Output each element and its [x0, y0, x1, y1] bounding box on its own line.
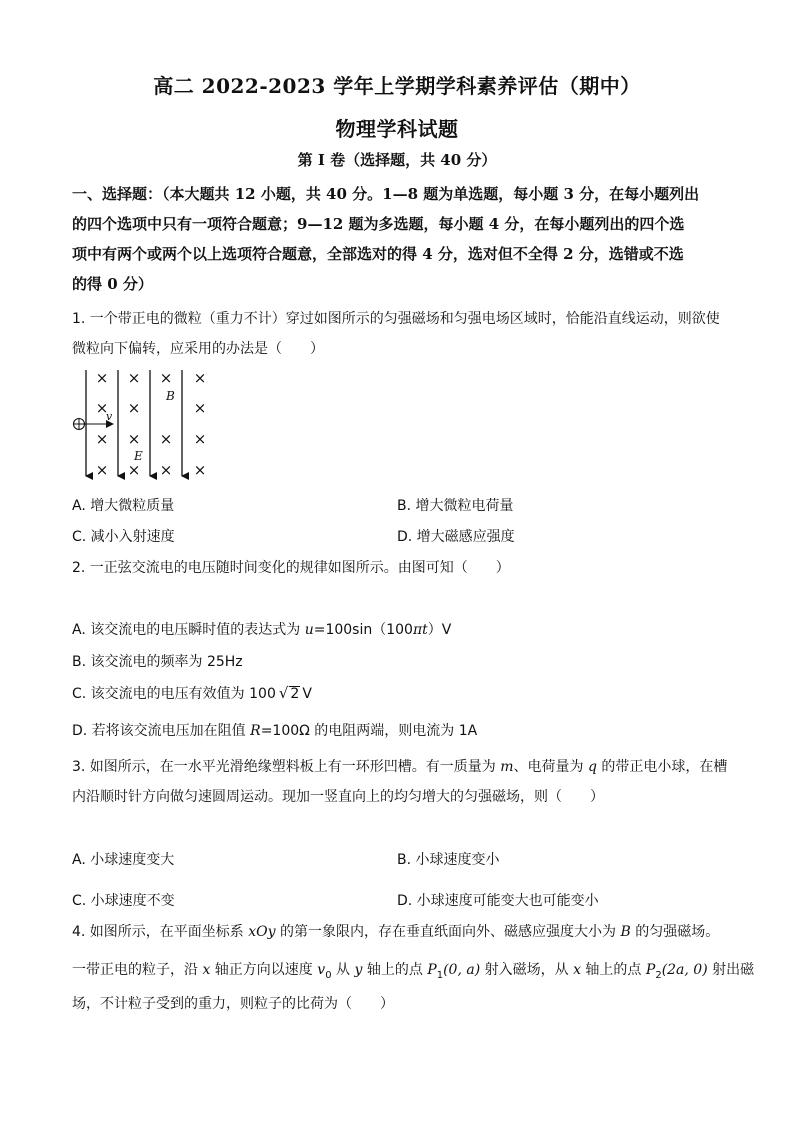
- b-field-cross: ×: [127, 461, 141, 479]
- b-field-cross: ×: [159, 461, 173, 479]
- b-field-cross: ×: [95, 461, 109, 479]
- q1-option-a: A. 增大微粒质量: [72, 498, 175, 514]
- q4-stem-line2: 一带正电的粒子，沿 x 轴正方向以速度 $v_0$ 从 y 轴上的点 $P_1(0$, a) 射入磁场，从 x 轴上的点 $P_2(2a$, 0) 射出磁: [72, 962, 755, 981]
- q3-option-c: C. 小球速度不变: [72, 893, 175, 909]
- q1-field-diagram: [70, 366, 220, 482]
- b-field-cross: ×: [127, 399, 141, 417]
- b-field-cross: ×: [95, 369, 109, 387]
- b-field-cross: ×: [193, 369, 207, 387]
- section-instructions-line1: 一、选择题：（本大题共 12 小题，共 40 分。1—8 题为单选题，每小题 3 分，在每小题列出: [72, 185, 700, 203]
- subject-title: 物理学科试题: [335, 117, 459, 141]
- b-field-cross: ×: [193, 399, 207, 417]
- q2-option-b: B. 该交流电的频率为 25Hz: [72, 654, 243, 670]
- q2-option-a: A. 该交流电的电压瞬时值的表达式为 u=100sin（100πt）V: [72, 622, 452, 638]
- b-field-cross: ×: [127, 369, 141, 387]
- b-field-cross: ×: [193, 430, 207, 448]
- section-instructions-line2: 的四个选项中只有一项符合题意；9—12 题为多选题，每小题 4 分，在每小题列出的四个选: [72, 215, 685, 233]
- q1-stem-line1: 1. 一个带正电的微粒（重力不计）穿过如图所示的匀强磁场和匀强电场区域时，恰能沿直线运动，则欲使: [72, 311, 720, 327]
- volume-title: 第 I 卷（选择题，共 40 分）: [297, 151, 497, 169]
- b-field-cross: ×: [159, 430, 173, 448]
- q3-option-a: A. 小球速度变大: [72, 852, 175, 868]
- exam-title: 高二 2022-2023 学年上学期学科素养评估（期中）: [153, 74, 641, 98]
- q3-option-b: B. 小球速度变小: [397, 852, 500, 868]
- b-field-label: B: [166, 389, 175, 403]
- q2-option-c: C. 该交流电的电压有效值为 100 √ 2 V: [72, 684, 312, 702]
- b-field-cross: ×: [95, 399, 109, 417]
- b-field-cross: ×: [159, 369, 173, 387]
- q4-stem-line1: 4. 如图所示，在平面坐标系 xOy 的第一象限内，存在垂直纸面向外、磁感应强度大小为 B 的匀强磁场。: [72, 924, 720, 940]
- q1-option-b: B. 增大微粒电荷量: [397, 498, 514, 514]
- e-field-label: E: [134, 449, 143, 463]
- section-instructions-line3: 项中有两个或两个以上选项符合题意，全部选对的得 4 分，选对但不全得 2 分，选错或不选: [72, 245, 684, 263]
- q1-option-d: D. 增大磁感应强度: [397, 529, 515, 545]
- q2-stem: 2. 一正弦交流电的电压随时间变化的规律如图所示。由图可知（ ）: [72, 560, 510, 576]
- q3-stem-line2: 内沿顺时针方向做匀速圆周运动。现加一竖直向上的均匀增大的匀强磁场，则（ ）: [72, 789, 604, 805]
- q3-stem-line1: 3. 如图所示，在一水平光滑绝缘塑料板上有一环形凹槽。有一质量为 m、电荷量为 q 的带正电小球，在槽: [72, 759, 728, 775]
- q2-option-d: D. 若将该交流电压加在阻值 R=100Ω 的电阻两端，则电流为 1A: [72, 723, 478, 739]
- q4-stem-line3: 场，不计粒子受到的重力，则粒子的比荷为（ ）: [72, 996, 394, 1012]
- q3-option-d: D. 小球速度可能变大也可能变小: [397, 893, 599, 909]
- velocity-label: v: [106, 410, 113, 423]
- q1-stem-line2: 微粒向下偏转，应采用的办法是（ ）: [72, 341, 324, 357]
- b-field-cross: ×: [127, 430, 141, 448]
- b-field-cross: ×: [193, 461, 207, 479]
- q1-option-c: C. 减小入射速度: [72, 529, 175, 545]
- b-field-cross: ×: [95, 430, 109, 448]
- section-instructions-line4: 的得 0 分）: [72, 275, 153, 293]
